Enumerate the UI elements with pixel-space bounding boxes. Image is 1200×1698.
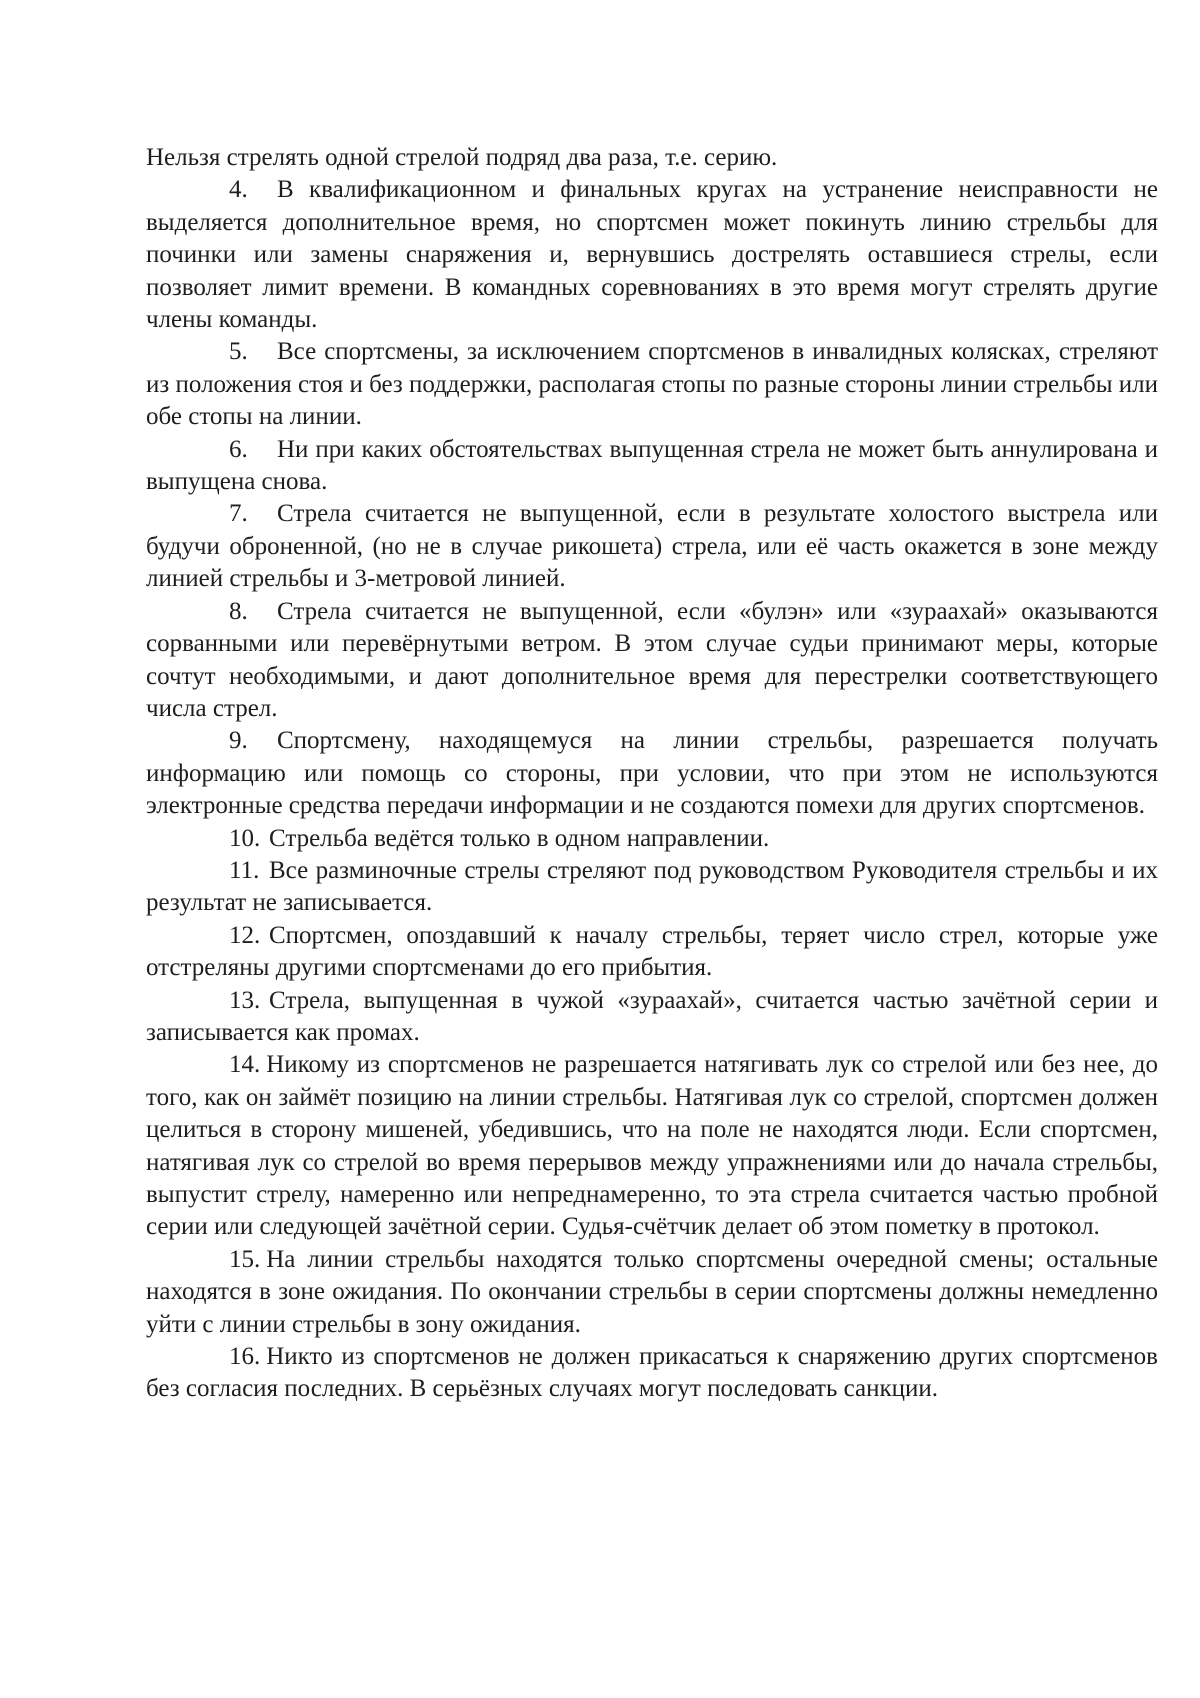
paragraph-text: Стрела считается не выпущенной, если в результате холостого выстрела или будучи оброненной, (но не в случае рикошета) стрела, или её часть окажется в зоне между линией стрельбы и 3-метровой линией. xyxy=(146,500,1158,593)
paragraph-number: 6. xyxy=(229,435,248,463)
paragraph-text: На линии стрельбы находятся только спортсмены очередной смены; остальные находятся в зоне ожидания. По окончании стрельбы в серии спортсмены должны немедленно уйти с линии стрельбы в зону ожидания. xyxy=(146,1245,1158,1338)
paragraph-6 xyxy=(146,434,1158,499)
paragraph-number: 13. xyxy=(229,986,261,1014)
paragraph-8 xyxy=(146,596,1158,726)
paragraph-10 xyxy=(146,823,1158,855)
paragraph-text: Никому из спортсменов не разрешается натягивать лук со стрелой или без нее, до того, как он займёт позицию на линии стрельбы. Натягивая лук со стрелой, спортсмен должен целиться в сторону мишеней, убедившись, что на поле не находятся люди. Если спортсмен, натягивая лук со стрелой во время перерывов между упражнениями или до начала стрельбы, выпустит стрелу, намеренно или непреднамеренно, то эта стрела считается частью пробной серии или следующей зачётной серии. Судья-счётчик делает об этом пометку в протокол. xyxy=(146,1051,1158,1241)
paragraph-text: Нельзя стрелять одной стрелой подряд два раза, т.е. серию. xyxy=(146,144,778,171)
paragraph-number: 4. xyxy=(229,176,248,204)
paragraph-number: 10. xyxy=(229,824,261,852)
paragraph-number: 11. xyxy=(229,856,260,884)
paragraph-text: Все спортсмены, за исключением спортсменов в инвалидных колясках, стреляют из положения стоя и без поддержки, располагая стопы по разные стороны линии стрельбы или обе стопы на линии. xyxy=(146,338,1158,431)
paragraph-7 xyxy=(146,498,1158,595)
paragraph-5 xyxy=(146,336,1158,433)
paragraph-text: Никто из спортсменов не должен прикасаться к снаряжению других спортсменов без согласия последних. В серьёзных случаях могут последовать санкции. xyxy=(146,1343,1158,1403)
paragraph-15 xyxy=(146,1244,1158,1341)
paragraph-4 xyxy=(146,174,1158,336)
paragraph-text: Все разминочные стрелы стреляют под руководством Руководителя стрельбы и их результат не записывается. xyxy=(146,856,1158,917)
paragraph-13 xyxy=(146,985,1158,1050)
paragraph-text: Стрела считается не выпущенной, если «булэн» или «зураахай» оказываются сорванными или перевёрнутыми ветром. В этом случае судьи принимают меры, которые сочтут необходимыми, и дают дополнительное время для перестрелки соответствующего числа стрел. xyxy=(146,597,1158,722)
paragraph-number: 9. xyxy=(229,727,248,755)
paragraph-number: 8. xyxy=(229,597,248,625)
paragraph-number: 16. xyxy=(229,1343,261,1371)
paragraph-text: Стрельба ведётся только в одном направлении. xyxy=(269,824,770,852)
document-body xyxy=(146,142,1158,1406)
paragraph-text: Спортсмену, находящемуся на линии стрельбы, разрешается получать информацию или помощь со стороны, при условии, что при этом не используются электронные средства передачи информации и не создаются помехи для других спортсменов. xyxy=(146,727,1158,820)
paragraph-text: Ни при каких обстоятельствах выпущенная стрела не может быть аннулирована и выпущена снова. xyxy=(146,435,1158,496)
paragraph-text: В квалификационном и финальных кругах на устранение неисправности не выделяется дополнительное время, но спортсмен может покинуть линию стрельбы для починки или замены снаряжения и, вернувшись дострелять оставшиеся стрелы, если позволяет лимит времени. В командных соревнованиях в это время могут стрелять другие члены команды. xyxy=(146,176,1158,334)
paragraph-number: 12. xyxy=(229,921,261,949)
paragraph-9 xyxy=(146,725,1158,822)
paragraph-11 xyxy=(146,855,1158,920)
paragraph-number: 15. xyxy=(229,1245,261,1273)
paragraph-number: 7. xyxy=(229,500,248,528)
paragraph-14 xyxy=(146,1049,1158,1243)
paragraph-text: Стрела, выпущенная в чужой «зураахай», считается частью зачётной серии и записывается как промах. xyxy=(146,986,1158,1046)
paragraph-continuation xyxy=(146,142,1158,174)
paragraph-16 xyxy=(146,1341,1158,1406)
paragraph-12 xyxy=(146,920,1158,985)
paragraph-text: Спортсмен, опоздавший к началу стрельбы, теряет число стрел, которые уже отстреляны другими спортсменами до его прибытия. xyxy=(146,921,1158,982)
paragraph-number: 14. xyxy=(229,1051,261,1079)
paragraph-number: 5. xyxy=(229,338,248,366)
